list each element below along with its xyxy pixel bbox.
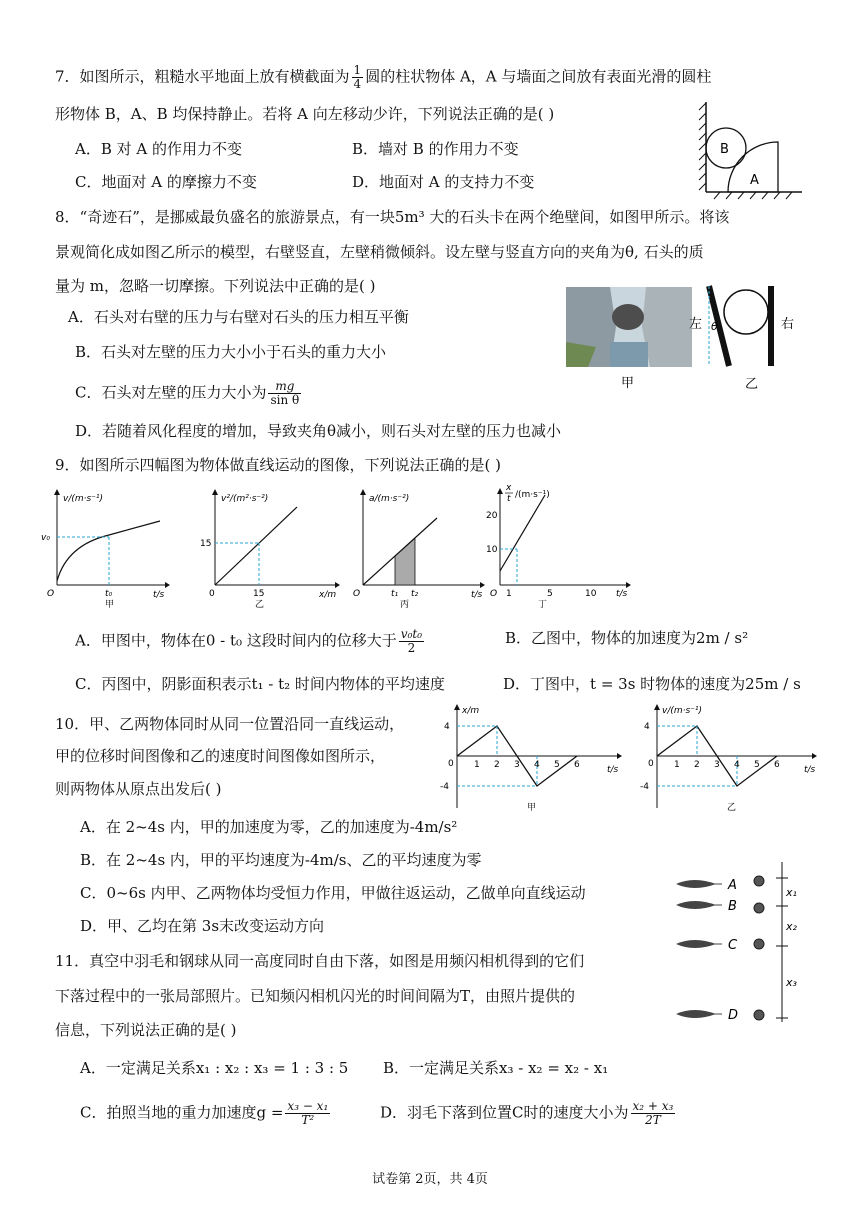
q8-stem-line2: 景观简化成如图乙所示的模型，右壁竖直，左壁稍微倾斜。设左壁与竖直方向的夹角为θ, 石头的质 — [55, 243, 704, 261]
page-footer: 试卷第 2页，共 4页 — [372, 1172, 488, 1187]
svg-text:3: 3 — [514, 760, 520, 770]
q10-option-d: D．甲、乙均在第 3s末改变运动方向 — [80, 917, 325, 935]
q8-stem-line3: 量为 m，忽略一切摩擦。下列说法中正确的是( ) — [55, 277, 376, 295]
q7-option-d: D．地面对 A 的支持力不变 — [352, 173, 535, 191]
q11-option-b: B．一定满足关系x₃ - x₂ = x₂ - x₁ — [383, 1059, 609, 1077]
svg-text:1: 1 — [674, 760, 680, 770]
svg-text:丁: 丁 — [538, 600, 548, 610]
svg-text:a/(m·s⁻²): a/(m·s⁻²) — [369, 494, 410, 504]
svg-text:t/s: t/s — [471, 590, 483, 600]
svg-text:t₂: t₂ — [411, 589, 419, 599]
q7-stem-line1: 7．如图所示，粗糙水平地面上放有横截面为 $\frac{1}{4}$ 圆的柱状物体 A，A 与墙面之间放有表面光滑的圆柱 — [55, 63, 712, 91]
svg-text:O: O — [353, 589, 361, 599]
svg-text:t₁: t₁ — [391, 589, 399, 599]
svg-text:5: 5 — [754, 760, 760, 770]
q9-graph-ding — [478, 482, 638, 610]
svg-text:4: 4 — [534, 760, 540, 770]
q7-stem-line2: 形物体 B，A、B 均保持静止。若将 A 向左移动少许，下列说法正确的是( ) — [55, 105, 555, 123]
svg-text:t₀: t₀ — [105, 589, 113, 599]
q11-strobe-figure — [672, 858, 812, 1026]
gravity-fraction: $\frac{\text{x₃ − x₁}}{\text{T²}}$ — [287, 1099, 329, 1127]
svg-text:v/(m·s⁻¹): v/(m·s⁻¹) — [63, 494, 104, 504]
q10-graph-jia — [432, 700, 632, 815]
svg-text:t/s: t/s — [804, 765, 816, 775]
q8-option-d: D．若随着风化程度的增加，导致夹角θ减小，则石头对左壁的压力也减小 — [75, 422, 562, 440]
svg-text:15: 15 — [253, 589, 265, 599]
v0t0-over-2-fraction: $\frac{\text{v₀t₀}}{2}$ — [400, 627, 423, 655]
v2-x-line — [215, 507, 297, 585]
svg-text:5: 5 — [547, 589, 553, 599]
svg-text:v/(m·s⁻¹): v/(m·s⁻¹) — [662, 706, 703, 716]
svg-text:1: 1 — [506, 589, 512, 599]
q9-option-a: A．甲图中，物体在0 - t₀ 这段时间内的位移大于 $\frac{\text{v₀t₀}}{2}$ — [75, 627, 423, 655]
svg-text:v²/(m²·s⁻²): v²/(m²·s⁻²) — [221, 494, 269, 504]
svg-text:O: O — [47, 589, 55, 599]
svg-text:2: 2 — [494, 760, 500, 770]
svg-text:20: 20 — [486, 511, 498, 521]
svg-text:A: A — [728, 878, 737, 893]
mg-over-sin-fraction: $\frac{mg}{\text{sin θ}}$ — [270, 379, 300, 407]
svg-text:甲: 甲 — [527, 803, 537, 813]
q11-option-d: D．羽毛下落到位置C时的速度大小为 $\frac{\text{x₂ + x₃}}{2T}$ — [380, 1099, 674, 1127]
q8-option-a: A．石头对右壁的压力与右壁对石头的压力相互平衡 — [68, 308, 409, 326]
svg-text:θ: θ — [711, 320, 718, 333]
svg-text:左: 左 — [689, 317, 703, 332]
svg-text:x/m: x/m — [319, 590, 337, 600]
svg-text:丙: 丙 — [400, 600, 410, 610]
q7-option-a: A．B 对 A 的作用力不变 — [75, 140, 242, 158]
svg-text:3: 3 — [714, 760, 720, 770]
q11-stem-line3: 信息，下列说法正确的是( ) — [55, 1021, 237, 1039]
q8-stem-line1: 8．“奇迹石”，是挪威最负盛名的旅游景点，有一块5m³ 大的石头卡在两个绝壁间，如图甲所示。将该 — [55, 208, 730, 226]
quarter-fraction: $\frac{1}{4}$ — [353, 63, 362, 91]
svg-text:x/m: x/m — [462, 706, 480, 716]
svg-text:v₀: v₀ — [41, 533, 50, 543]
svg-text:B: B — [720, 142, 729, 157]
q10-stem-line3: 则两物体从原点出发后( ) — [55, 780, 222, 798]
q9-graph-jia — [35, 485, 170, 610]
svg-text:C: C — [728, 938, 738, 953]
svg-text:4: 4 — [644, 722, 650, 732]
feather-a — [676, 876, 764, 893]
q10-option-b: B．在 2~4s 内，甲的平均速度为-4m/s、乙的平均速度为零 — [80, 851, 482, 869]
shaded-area — [395, 538, 415, 585]
q8-option-b: B．石头对左壁的压力大小小于石头的重力大小 — [75, 343, 387, 361]
feather-d — [676, 1008, 764, 1023]
q10-option-a: A．在 2~4s 内，甲的加速度为零，乙的加速度为-4m/s² — [80, 818, 458, 836]
q8-option-c: C．石头对左壁的压力大小为 $\frac{mg}{\text{sin θ}}$ — [75, 379, 300, 407]
svg-text:5: 5 — [554, 760, 560, 770]
svg-text:-4: -4 — [640, 782, 649, 792]
q8-model-yi — [685, 282, 805, 394]
svg-text:A: A — [750, 173, 759, 188]
q9-stem: 9．如图所示四幅图为物体做直线运动的图像，下列说法正确的是( ) — [55, 456, 502, 474]
q10-option-c: C．0~6s 内甲、乙两物体均受恒力作用，甲做往返运动，乙做单向直线运动 — [80, 884, 586, 902]
svg-text:乙: 乙 — [745, 377, 759, 392]
svg-text:15: 15 — [200, 539, 212, 549]
svg-text:6: 6 — [574, 760, 580, 770]
svg-text:0: 0 — [648, 759, 654, 769]
q11-stem-line2: 下落过程中的一张局部照片。已知频闪相机闪光的时间间隔为T，由照片提供的 — [55, 987, 576, 1005]
svg-text:t/s: t/s — [153, 590, 165, 600]
q10-stem-line2: 甲的位移时间图像和乙的速度时间图像如图所示， — [55, 747, 386, 765]
svg-text:x₃: x₃ — [786, 976, 797, 989]
svg-text:t/s: t/s — [616, 589, 628, 599]
q11-stem-line1: 11．真空中羽毛和钢球从同一高度同时自由下落，如图是用频闪相机得到的它们 — [55, 952, 585, 970]
svg-text:甲: 甲 — [105, 600, 115, 610]
q10-stem-line1: 10．甲、乙两物体同时从同一位置沿同一直线运动， — [55, 715, 405, 733]
q9-option-d: D．丁图中，t = 3s 时物体的速度为25m / s — [503, 675, 801, 693]
svg-text:10: 10 — [486, 545, 498, 555]
feather-c — [676, 938, 764, 953]
svg-text:-4: -4 — [440, 782, 449, 792]
q7-option-c: C．地面对 A 的摩擦力不变 — [75, 173, 257, 191]
q9-graph-bing — [345, 485, 490, 610]
svg-text:0: 0 — [209, 589, 215, 599]
svg-text:0: 0 — [448, 759, 454, 769]
velocity-c-fraction: $\frac{\text{x₂ + x₃}}{2T}$ — [632, 1099, 674, 1127]
svg-text:x₂: x₂ — [786, 920, 797, 933]
q8-photo-jia — [566, 287, 692, 391]
svg-text:t/s: t/s — [607, 765, 619, 775]
svg-text:/(m·s⁻¹): /(m·s⁻¹) — [515, 490, 550, 500]
svg-text:x₁: x₁ — [786, 886, 797, 899]
q9-option-b: B．乙图中，物体的加速度为2m / s² — [505, 629, 749, 647]
svg-text:甲: 甲 — [621, 376, 635, 391]
q10-graph-yi — [632, 700, 827, 815]
svg-text:B: B — [728, 899, 737, 914]
svg-text:6: 6 — [774, 760, 780, 770]
svg-text:D: D — [728, 1008, 739, 1023]
q7-figure — [696, 100, 806, 200]
svg-text:乙: 乙 — [255, 600, 265, 610]
svg-text:4: 4 — [734, 760, 740, 770]
q11-option-a: A．一定满足关系x₁ : x₂ : x₃ = 1 : 3 : 5 — [80, 1059, 349, 1077]
x-over-t-line — [500, 495, 545, 571]
svg-text:t: t — [507, 494, 511, 504]
svg-text:右: 右 — [781, 317, 795, 332]
svg-text:O: O — [490, 589, 498, 599]
feather-b — [676, 899, 764, 914]
svg-text:4: 4 — [444, 722, 450, 732]
q7-option-b: B．墙对 B 的作用力不变 — [352, 140, 519, 158]
svg-text:x: x — [506, 483, 512, 493]
q9-graph-yi — [195, 485, 345, 610]
svg-text:2: 2 — [694, 760, 700, 770]
q11-option-c: C．拍照当地的重力加速度g = $\frac{\text{x₃ − x₁}}{\text{T²}}$ — [80, 1099, 329, 1127]
svg-text:1: 1 — [474, 760, 480, 770]
q9-option-c: C．丙图中，阴影面积表示t₁ - t₂ 时间内物体的平均速度 — [75, 675, 445, 693]
svg-text:10: 10 — [585, 589, 597, 599]
rock — [724, 290, 768, 334]
svg-text:乙: 乙 — [727, 803, 737, 813]
